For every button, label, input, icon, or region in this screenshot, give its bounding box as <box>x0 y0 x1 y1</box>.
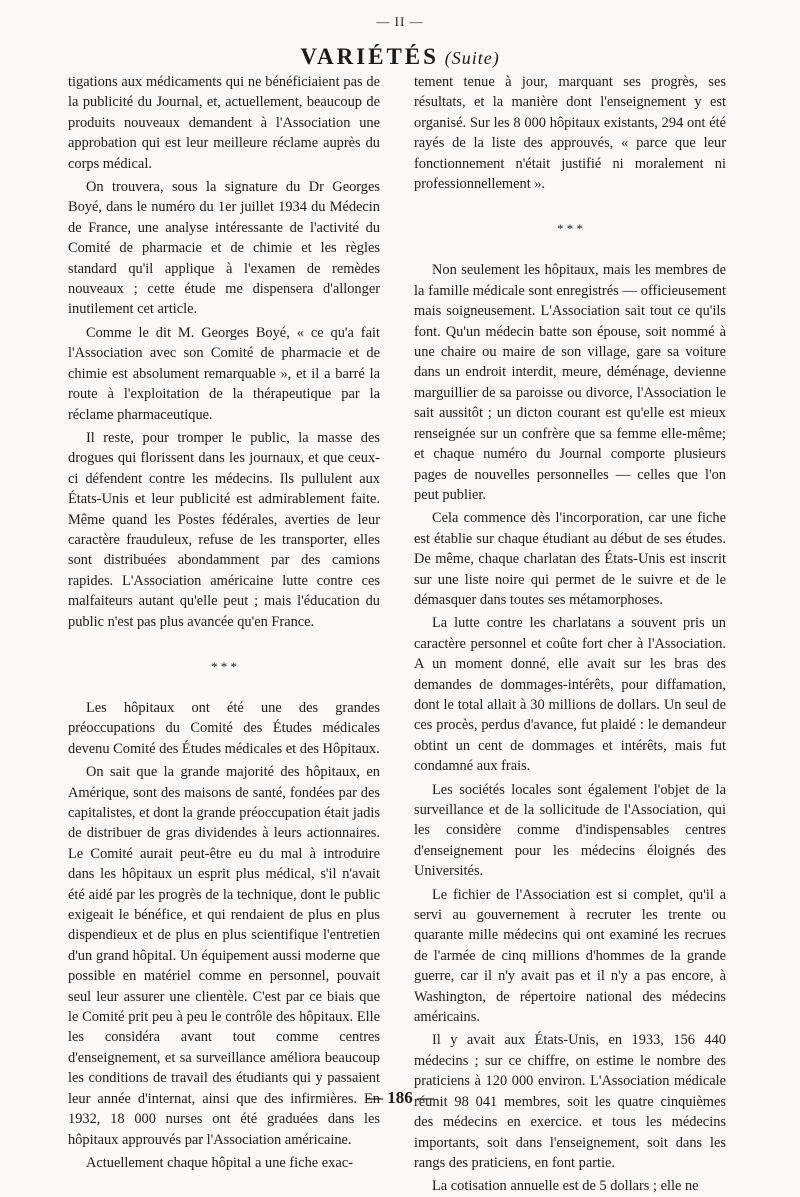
paragraph: Comme le dit M. Georges Boyé, « ce qu'a fait l'Association avec son Comité de pharmacie et de chimie est absolument remarquable », et il a barré la route à l'exploitation de la thérapeutique par la réclame pharmaceutique. <box>68 324 380 423</box>
paragraph: tigations aux médicaments qui ne bénéficiaient pas de la publicité du Journal, et, actuellement, beaucoup de produits nouveaux demandent à l'Association une approbation qui est leur meilleure réclame auprès du corps médical. <box>68 74 380 172</box>
paragraph: Non seulement les hôpitaux, mais les membres de la famille médicale sont enregistrés — officieusement mais soigneusement. L'Association sait tout ce qu'ils font. Qu'un médecin batte son épouse, soit nommé à une chaire ou maire de son village, gare sa voiture dans un endroit interdit, meure, déménage, devienne marguillier de sa paroisse ou divorce, l'Association le sait aussitôt ; un dicton courant est qu'elle est mieux renseignée sur un confrère que sa femme elle-même; et chaque numéro du Journal comporte plusieurs pages de nouvelles personnelles — celles que l'on peut publier. <box>414 262 726 503</box>
paragraph: tement tenue à jour, marquant ses progrès, ses résultats, et la manière dont l'enseignement y est organisé. Sur les 8 000 hôpitaux existants, 294 ont été rayés de la liste des approuvés, « parce que leur fonctionnement n'était justifié ni moralement ni professionnellement ». <box>414 74 726 193</box>
paragraph: Les sociétés locales sont également l'objet de la surveillance et de la sollicitude de l'Association, qui les considère comme d'indispensables centres d'enseignement pour les médecins éloignés des Universités. <box>414 781 726 880</box>
section-suite: (Suite) <box>444 48 500 68</box>
right-column <box>414 72 726 1197</box>
section-header <box>0 44 800 71</box>
left-column <box>68 72 380 1173</box>
paragraph: Il reste, pour tromper le public, la masse des drogues qui florissent dans les journaux, et que ceux-ci défendent contre les médecins. Ils pullulent aux États-Unis et leur publicité est admirablement faite. Même quand les Postes fédérales, averties de leur caractère frauduleux, refuse de les transporter, elles sont distribuées abondamment par des camions rapides. L'Association américaine lutte contre ces malfaiteurs autant qu'elle peut ; mais l'éducation du public n'est pas plus avancée qu'en France. <box>68 429 380 630</box>
paragraph: La cotisation annuelle est de 5 dollars ; elle ne <box>432 1178 699 1195</box>
paragraph: Le fichier de l'Association est si complet, qu'il a servi au gouvernement à recruter les trente ou quarante mille médecins qui ont examiné les recrues de l'armée de cinq millions d'hommes de la grande guerre, car il n'y avait pas et il n'y a pas encore, à Washington, de répertoire national des médecins américains. <box>414 886 726 1026</box>
paragraph: Les hôpitaux ont été une des grandes préoccupations du Comité des Études médicales devenu Comité des Études médicales et des Hôpitaux. <box>68 699 380 757</box>
paragraph: Actuellement chaque hôpital a une fiche exac- <box>86 1154 353 1171</box>
paragraph: Il y avait aux États-Unis, en 1933, 156 440 médecins ; sur ce chiffre, on estime le nombre des praticiens à 120 000 environ. L'Association médicale réunit 98 041 membres, soit les quatre cinquièmes des médecins en exercice. et tous les médecins importants, soit dans l'enseignement, soit dans les rangs des praticiens, en font partie. <box>414 1032 726 1171</box>
page-top-number: — II — <box>376 14 424 29</box>
paragraph: On trouvera, sous la signature du Dr Georges Boyé, dans le numéro du 1er juillet 1934 du Médecin de France, une analyse intéressante de l'activité du Comité de pharmacie et de chimie et les règles standard qu'il applique à l'examen de remèdes nouveaux ; cette étude me dispensera d'allonger inutilement cet article. <box>68 179 380 318</box>
paragraph: La lutte contre les charlatans a souvent pris un caractère personnel et coûte fort cher à l'Association. A un moment donné, elle avait sur les bras des demandes de dommages-intérêts, pour diffamation, dont le total allait à 30 millions de dollars. Un seul de ces procès, perdus d'avance, fut plaidé : le demandeur obtint un cent de dommages et intérêts, mais fut condamné aux frais. <box>414 615 726 775</box>
page-number: — 186 — <box>366 1088 434 1107</box>
paragraph: On sait que la grande majorité des hôpitaux, en Amérique, sont des maisons de santé, fondées par des capitalistes, et dont la grande préoccupation était jadis de distribuer de gras dividendes à leurs actionnaires. Le Comité aurait peut-être eu du mal à introduire dans les hôpitaux un esprit plus médical, s'il n'avait été aidé par les progrès de la technique, dont le public exigeait le bénéfice, et qui rendaient de plus en plus dispendieux et de plus en plus scientifique l'entretien d'un grand hôpital. Un équipement aussi moderne que possible en matériel comme en personnel, pouvait seul leur assurer une clientèle. C'est par ce biais que le Comité prit peu à peu le contrôle des hôpitaux. Elle les considéra avant tout comme centres d'enseignement, et sa surveillance améliora beaucoup les conditions de travail des étudiants qui y passaient leur année d'internat, ainsi que des infirmières. En 1932, 18 000 nurses ont été graduées dans les hôpitaux approuvés par l'Association américaine. <box>68 764 380 1148</box>
asterism-separator: * * * <box>557 221 583 237</box>
paragraph: Cela commence dès l'incorporation, car une fiche est établie sur chaque étudiant au début de ses études. De même, chaque charlatan des États-Unis est inscrit sur une liste noire qui permet de le suivre et de le démasquer dans toutes ses métamorphoses. <box>414 510 726 608</box>
asterism-separator: * * * <box>211 658 237 674</box>
section-title: VARIÉTÉS <box>300 44 439 69</box>
